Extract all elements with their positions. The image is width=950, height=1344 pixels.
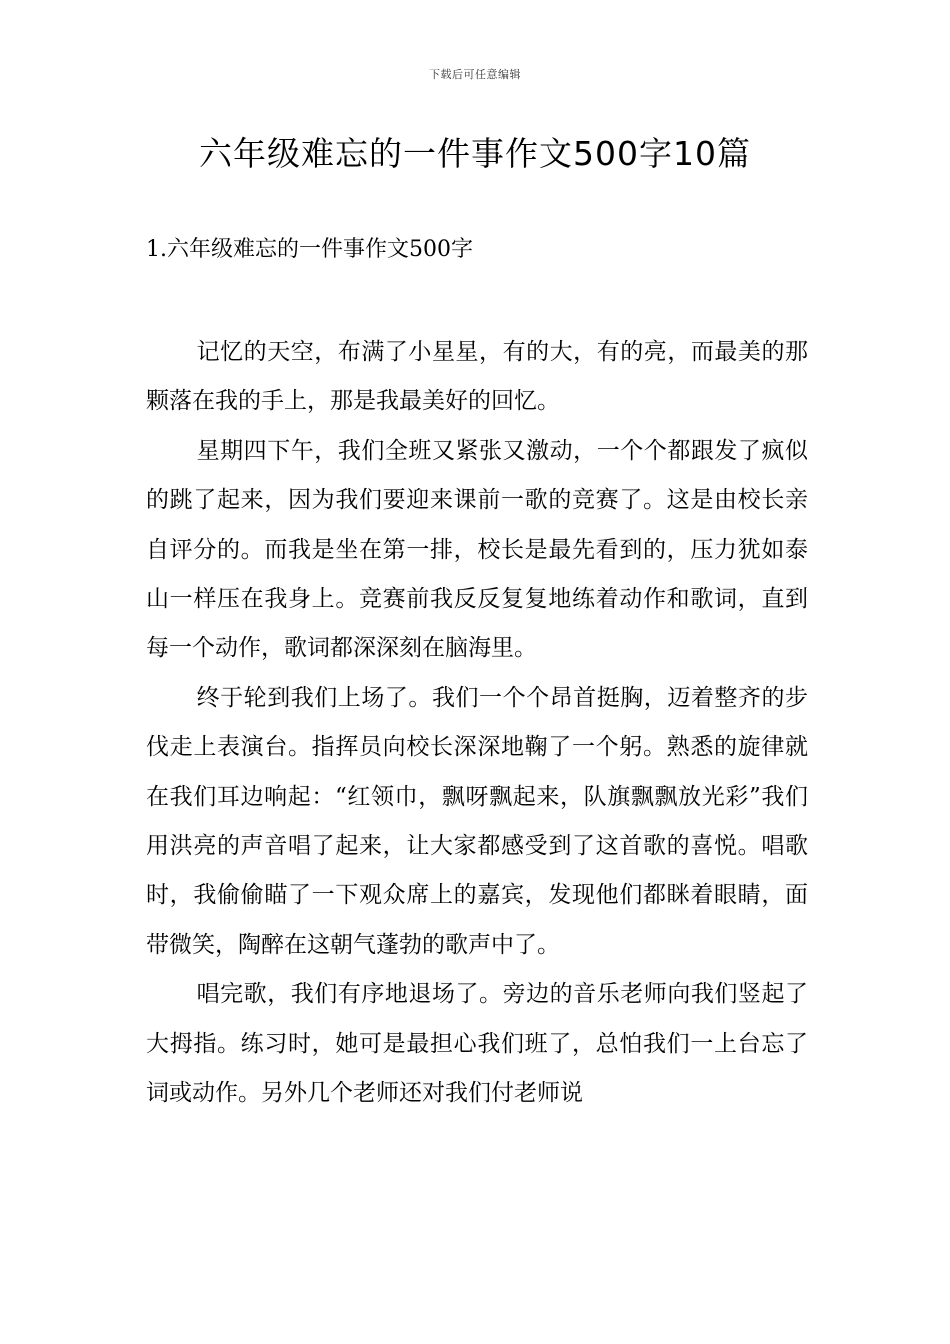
paragraph: 星期四下午，我们全班又紧张又激动，一个个都跟发了疯似的跳了起来，因为我们要迎来课前一歌的竞赛了。这是由校长亲自评分的。而我是坐在第一排，校长是最先看到的，压力犹如泰山一样压在我身上。竞赛前我反反复复地练着动作和歌词，直到每一个动作，歌词都深深刻在脑海里。 [146, 437, 808, 662]
section-heading: 1.六年级难忘的一件事作文500字 [146, 237, 473, 262]
paragraph: 唱完歌，我们有序地退场了。旁边的音乐老师向我们竖起了大拇指。练习时，她可是最担心我们班了，总怕我们一上台忘了词或动作。另外几个老师还对我们付老师说 [146, 981, 808, 1107]
essay-body [146, 328, 808, 1119]
paragraph: 记忆的天空，布满了小星星，有的大，有的亮，而最美的那颗落在我的手上，那是我最美好的回忆。 [146, 339, 808, 415]
paragraph: 终于轮到我们上场了。我们一个个昂首挺胸，迈着整齐的步伐走上表演台。指挥员向校长深深地鞠了一个躬。熟悉的旋律就在我们耳边响起：“红领巾，飘呀飘起来，队旗飘飘放光彩”我们用洪亮的声音唱了起来，让大家都感受到了这首歌的喜悦。唱歌时，我偷偷瞄了一下观众席上的嘉宾，发现他们都眯着眼睛，面带微笑，陶醉在这朝气蓬勃的歌声中了。 [146, 684, 808, 958]
header-note: 下载后可任意编辑 [429, 68, 521, 81]
document-title: 六年级难忘的一件事作文500字10篇 [199, 134, 751, 173]
